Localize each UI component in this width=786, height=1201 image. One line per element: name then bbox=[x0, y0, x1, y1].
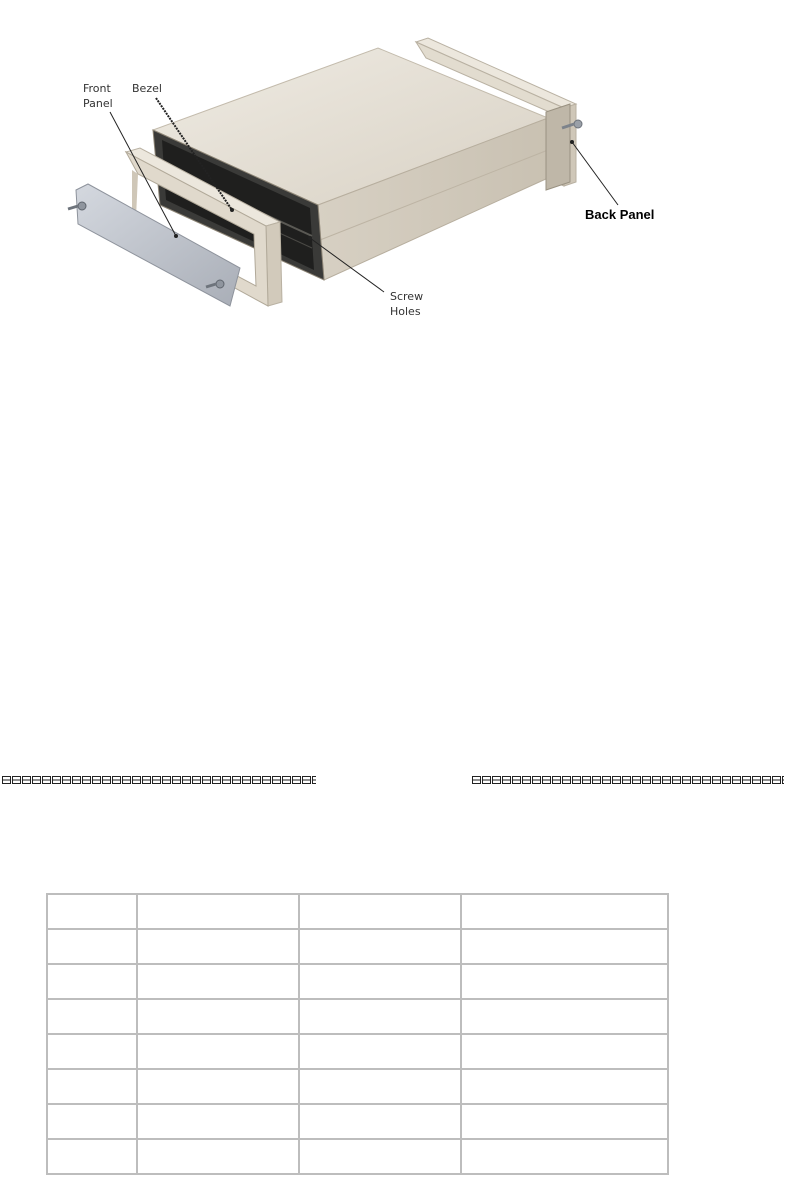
front-panel-leader-dot bbox=[174, 234, 178, 238]
label-screw: Screw bbox=[390, 290, 424, 303]
table-row bbox=[47, 964, 668, 999]
table-cell bbox=[137, 1104, 299, 1139]
table-cell bbox=[299, 1034, 461, 1069]
table-cell bbox=[47, 999, 137, 1034]
back-panel-leader-dot bbox=[570, 140, 574, 144]
table-cell bbox=[461, 1034, 668, 1069]
table-cell bbox=[47, 894, 137, 929]
table-row bbox=[47, 999, 668, 1034]
back-panel-leader bbox=[572, 142, 618, 205]
screw-holes-leader-dot bbox=[308, 236, 312, 240]
label-back-panel: Back Panel bbox=[585, 207, 655, 222]
table-cell bbox=[299, 1069, 461, 1104]
table-row bbox=[47, 1104, 668, 1139]
table-cell bbox=[299, 1139, 461, 1174]
bezel-leader-dot bbox=[230, 208, 234, 212]
table-cell bbox=[47, 964, 137, 999]
garbled-text-right bbox=[472, 776, 784, 785]
table-cell bbox=[47, 1034, 137, 1069]
label-holes: Holes bbox=[390, 305, 421, 318]
table-cell bbox=[47, 1069, 137, 1104]
label-panel: Panel bbox=[83, 97, 113, 110]
table-cell bbox=[299, 929, 461, 964]
back-panel bbox=[546, 104, 582, 190]
table-cell bbox=[137, 964, 299, 999]
table-cell bbox=[461, 1069, 668, 1104]
table-cell bbox=[137, 1139, 299, 1174]
table-cell bbox=[299, 894, 461, 929]
table-row bbox=[47, 1034, 668, 1069]
table-cell bbox=[461, 929, 668, 964]
table-row bbox=[47, 929, 668, 964]
table-cell bbox=[299, 999, 461, 1034]
label-front: Front bbox=[83, 82, 111, 95]
table-cell bbox=[461, 894, 668, 929]
empty-data-table bbox=[46, 893, 669, 1175]
table-cell bbox=[299, 964, 461, 999]
table-cell bbox=[47, 1104, 137, 1139]
table-row bbox=[47, 1069, 668, 1104]
enclosure-diagram bbox=[48, 0, 675, 352]
label-bezel: Bezel bbox=[132, 82, 162, 95]
table-cell bbox=[299, 1104, 461, 1139]
table-row bbox=[47, 1139, 668, 1174]
table-cell bbox=[461, 964, 668, 999]
table-cell bbox=[137, 999, 299, 1034]
table-cell bbox=[461, 1104, 668, 1139]
table-cell bbox=[137, 894, 299, 929]
table-cell bbox=[47, 929, 137, 964]
table-cell bbox=[137, 1034, 299, 1069]
garbled-text-left bbox=[2, 776, 316, 785]
table-cell bbox=[461, 1139, 668, 1174]
table-row bbox=[47, 894, 668, 929]
table-cell bbox=[137, 929, 299, 964]
table-cell bbox=[137, 1069, 299, 1104]
table-cell bbox=[47, 1139, 137, 1174]
table-cell bbox=[461, 999, 668, 1034]
